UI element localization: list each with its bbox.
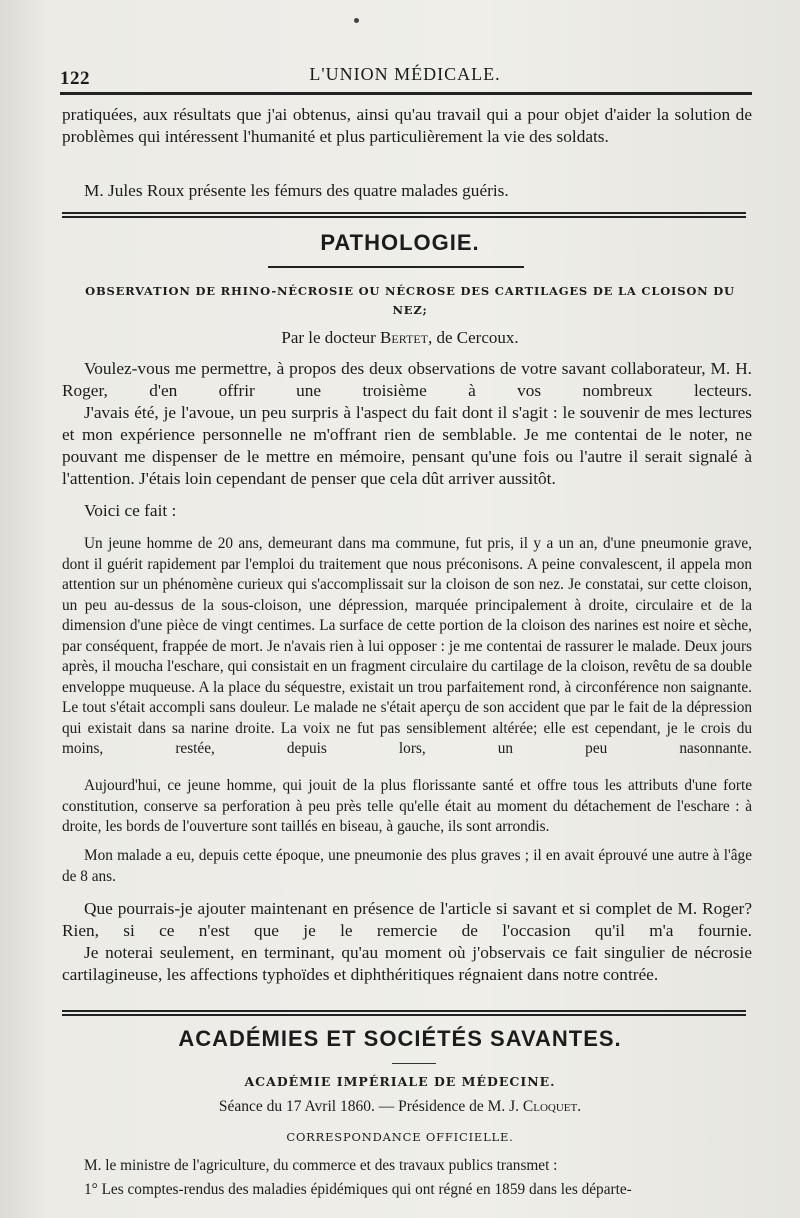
seance-line (0, 1098, 800, 1116)
running-head: L'UNION MÉDICALE. (309, 64, 501, 84)
intro-paragraph: Voici ce fait : (84, 501, 177, 520)
ministre-paragraph: M. le ministre de l'agriculture, du commerce et des travaux publics transmet : (84, 1157, 558, 1174)
intro-paragraph: J'avais été, je l'avoue, un peu surpris à l'aspect du fait dont il s'agit : le souvenir de mes lectures et mon expérience personnelle ne m'offrant rien de semblable. Je me contentai de le noter, ne pouvant me dispenser de le mettre en mémoire, pensant qu'une fois ou l'autre il serait signalé à l'attention. J'étais loin cependant de penser que cela dût arriver aussitôt. (62, 403, 752, 488)
byline-author: Bertet (380, 328, 428, 347)
section-title-academies: ACADÉMIES ET SOCIÉTÉS SAVANTES. (178, 1026, 622, 1051)
closing-paragraph: Je noterai seulement, en terminant, qu'au moment où j'observais ce fait singulier de nécrosie cartilagineuse, les affections typhoïdes et diphthéritiques régnaient dans notre contrée. (62, 943, 752, 984)
comptes-rendus-paragraph: 1° Les comptes-rendus des maladies épidémiques qui ont régné en 1859 dans les départe- (84, 1181, 632, 1198)
jules-roux-paragraph: M. Jules Roux présente les fémurs des quatre malades guéris. (84, 181, 509, 200)
section-title-underline (268, 266, 524, 268)
small-divider (392, 1063, 436, 1064)
seance-suffix: . (577, 1098, 582, 1115)
section-divider (62, 212, 746, 218)
article-title (70, 282, 750, 320)
section-divider (62, 1010, 746, 1016)
seance-president: Cloquet (522, 1098, 578, 1115)
page-header (60, 60, 750, 90)
section-title-pathologie: PATHOLOGIE. (320, 230, 480, 255)
correspondance-heading: CORRESPONDANCE OFFICIELLE. (286, 1130, 514, 1144)
byline (0, 328, 800, 348)
byline-prefix: Par le docteur (281, 328, 376, 347)
intro-paragraph: Voulez-vous me permettre, à propos des deux observations de votre savant collaborateur, M. H. Roger, d'en offrir une troisième à vos nombreux lecteurs. (62, 359, 752, 400)
ink-speck (354, 18, 359, 23)
article-title-line-1: OBSERVATION DE RHINO-NÉCROSIE OU NÉCROSE DES CARTILAGES DE LA CLOISON DU (85, 284, 735, 298)
case-paragraph: Aujourd'hui, ce jeune homme, qui jouit de la plus florissante santé et offre tous les attributs d'une forte constitution, conserve sa perforation à peu près telle qu'elle était au moment du détachement de l'eschare : à droite, les bords de l'ouverture sont taillés en biseau, à gauche, ils sont arrondis. (62, 777, 752, 835)
case-paragraph: Un jeune homme de 20 ans, demeurant dans ma commune, fut pris, il y a un an, d'une pneumonie grave, dont il guérit rapidement par l'emploi du traitement que nous préconisons. A peine convalescent, il appela mon attention sur un phénomène curieux qui s'accomplissait sur la cloison de son nez. Je constatai, sur cette cloison, un peu au-dessus de la sous-cloison, une dépression, marquée principalement à droite, circulaire et de la dimension d'une pièce de vingt centimes. La surface de cette portion de la cloison des narines est noire et sèche, par conséquent, frappée de mort. Je n'avais rien à lui opposer : je me contentai de rassurer le malade. Deux jours après, il moucha l'eschare, qui consistait en un fragment circulaire du cartilage de la cloison, revêtu de sa double enveloppe muqueuse. A la place du séquestre, existait un trou parfaitement rond, à circonférence non saignante. Le tout s'était accompli sans douleur. Le malade ne s'était aperçu de son accident que par le fait de la dépression qui existait dans sa narine droite. La voix ne fut pas sensiblement altérée; elle est cependant, je le crois du moins, restée, depuis lors, un peu nasonnante. (62, 535, 752, 757)
header-rule (60, 92, 752, 95)
byline-suffix: , de Cercoux. (427, 328, 519, 347)
closing-paragraph: Que pourrais-je ajouter maintenant en présence de l'article si savant et si complet de M. Roger? Rien, si ce n'est que je le remercie de l'occasion qu'il m'a fournie. (62, 899, 752, 940)
page-number: 122 (60, 68, 90, 89)
seance-prefix: Séance du 17 Avril 1860. — Présidence de M. J. (218, 1098, 520, 1115)
academy-title: ACADÉMIE IMPÉRIALE DE MÉDECINE. (244, 1074, 556, 1089)
article-title-line-2: NEZ; (392, 303, 428, 317)
case-paragraph: Mon malade a eu, depuis cette époque, une pneumonie des plus graves ; il en avait éprouvé une autre à l'âge de 8 ans. (62, 847, 752, 885)
continuation-paragraph: pratiquées, aux résultats que j'ai obtenus, ainsi qu'au travail qui a pour objet d'aider la solution de problèmes qui intéressent l'humanité et plus particulièrement la vie des soldats. (62, 105, 752, 146)
